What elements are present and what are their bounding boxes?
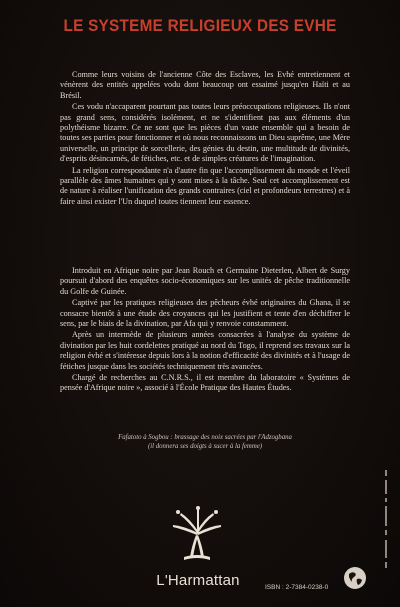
caption-line: (il donnera ses doigts à sucer à la femme) [147, 442, 263, 450]
side-printer-mark [382, 470, 392, 580]
cover-image-caption [100, 434, 310, 451]
barcode-marks-icon [382, 470, 392, 580]
globe-icon [343, 566, 367, 590]
caption-line: Fafatoto à Sogbou : brassage des noix sacrées par l'Adzogbana [118, 434, 292, 441]
paragraph: Captivé par les pratiques religieuses des pêcheurs évhé originaires du Ghana, il se consacre bientôt à une étude des croyances qui les justifient et tente d'en déchiffrer le sens, par le biais de la divination, par Afa qui y renvoie constamment. [60, 298, 350, 329]
isbn-number: ISBN : 2-7384-0238-0 [265, 584, 329, 591]
paragraph: Comme leurs voisins de l'ancienne Côte des Esclaves, les Evhé entretiennent et vénèrent des entités appelées vodu dont beaucoup ont essaimé jusqu'en Haïti et au Brésil. [60, 70, 350, 100]
description-text [60, 70, 350, 208]
paragraph: Introduit en Afrique noire par Jean Rouch et Germaine Dieterlen, Albert de Surgy poursuit d'abord des enquêtes socio-économiques sur les unités de pêche traditionnelle du Golfe de Guinée. [60, 266, 350, 296]
paragraph: Chargé de recherches au C.N.R.S., il est membre du laboratoire « Systèmes de pensée d'Afrique noire », associé à l'École Pratique des Hautes Études. [60, 373, 350, 393]
paragraph: Après un intermède de plusieurs années consacrées à l'analyse du système de divination par les huit cordelettes pratiqué au nord du Togo, il reprend ses travaux sur la religion évhé et s'intéresse depuis lors à la notion d'efficacité des divinités et à l'usage de fétiches jusque dans les sociétés techniquement très avancées. [60, 330, 350, 371]
book-title: LE SYSTEME RELIGIEUX DES EVHE [63, 16, 337, 35]
paragraph: Ces vodu n'accaparent pourtant pas toutes leurs préoccupations religieuses. Ils n'ont pas grand sens, considérés isolément, et ne s'identifient pas aux éléments d'un polythéisme bizarre. Ce ne sont que les pièces d'un vaste ensemble qui a besoin de toutes ses parties pour fonctionner et où nous reconnaissons un Dieu suprême, une Mère universelle, un principe de sorcellerie, des génies du destin, une multitude de divinités, d'esprits désincarnés, de fétiches, etc. et de simples créatures de l'imagination. [60, 102, 350, 164]
publisher-name: L'Harmattan [156, 572, 240, 589]
publisher-logo-icon [170, 505, 224, 567]
paragraph: La religion correspondante n'a d'autre fin que l'accomplissement du monde et l'éveil parallèle des âmes humaines qui y sont mises à la tâche. Seul cet accomplissement est de nature à réaliser l'unification des grands contraires (ciel et profondeurs terrestres) et à faire ainsi exister l'Un duquel toutes tiennent leur essence. [60, 165, 350, 206]
author-biography [60, 266, 350, 395]
